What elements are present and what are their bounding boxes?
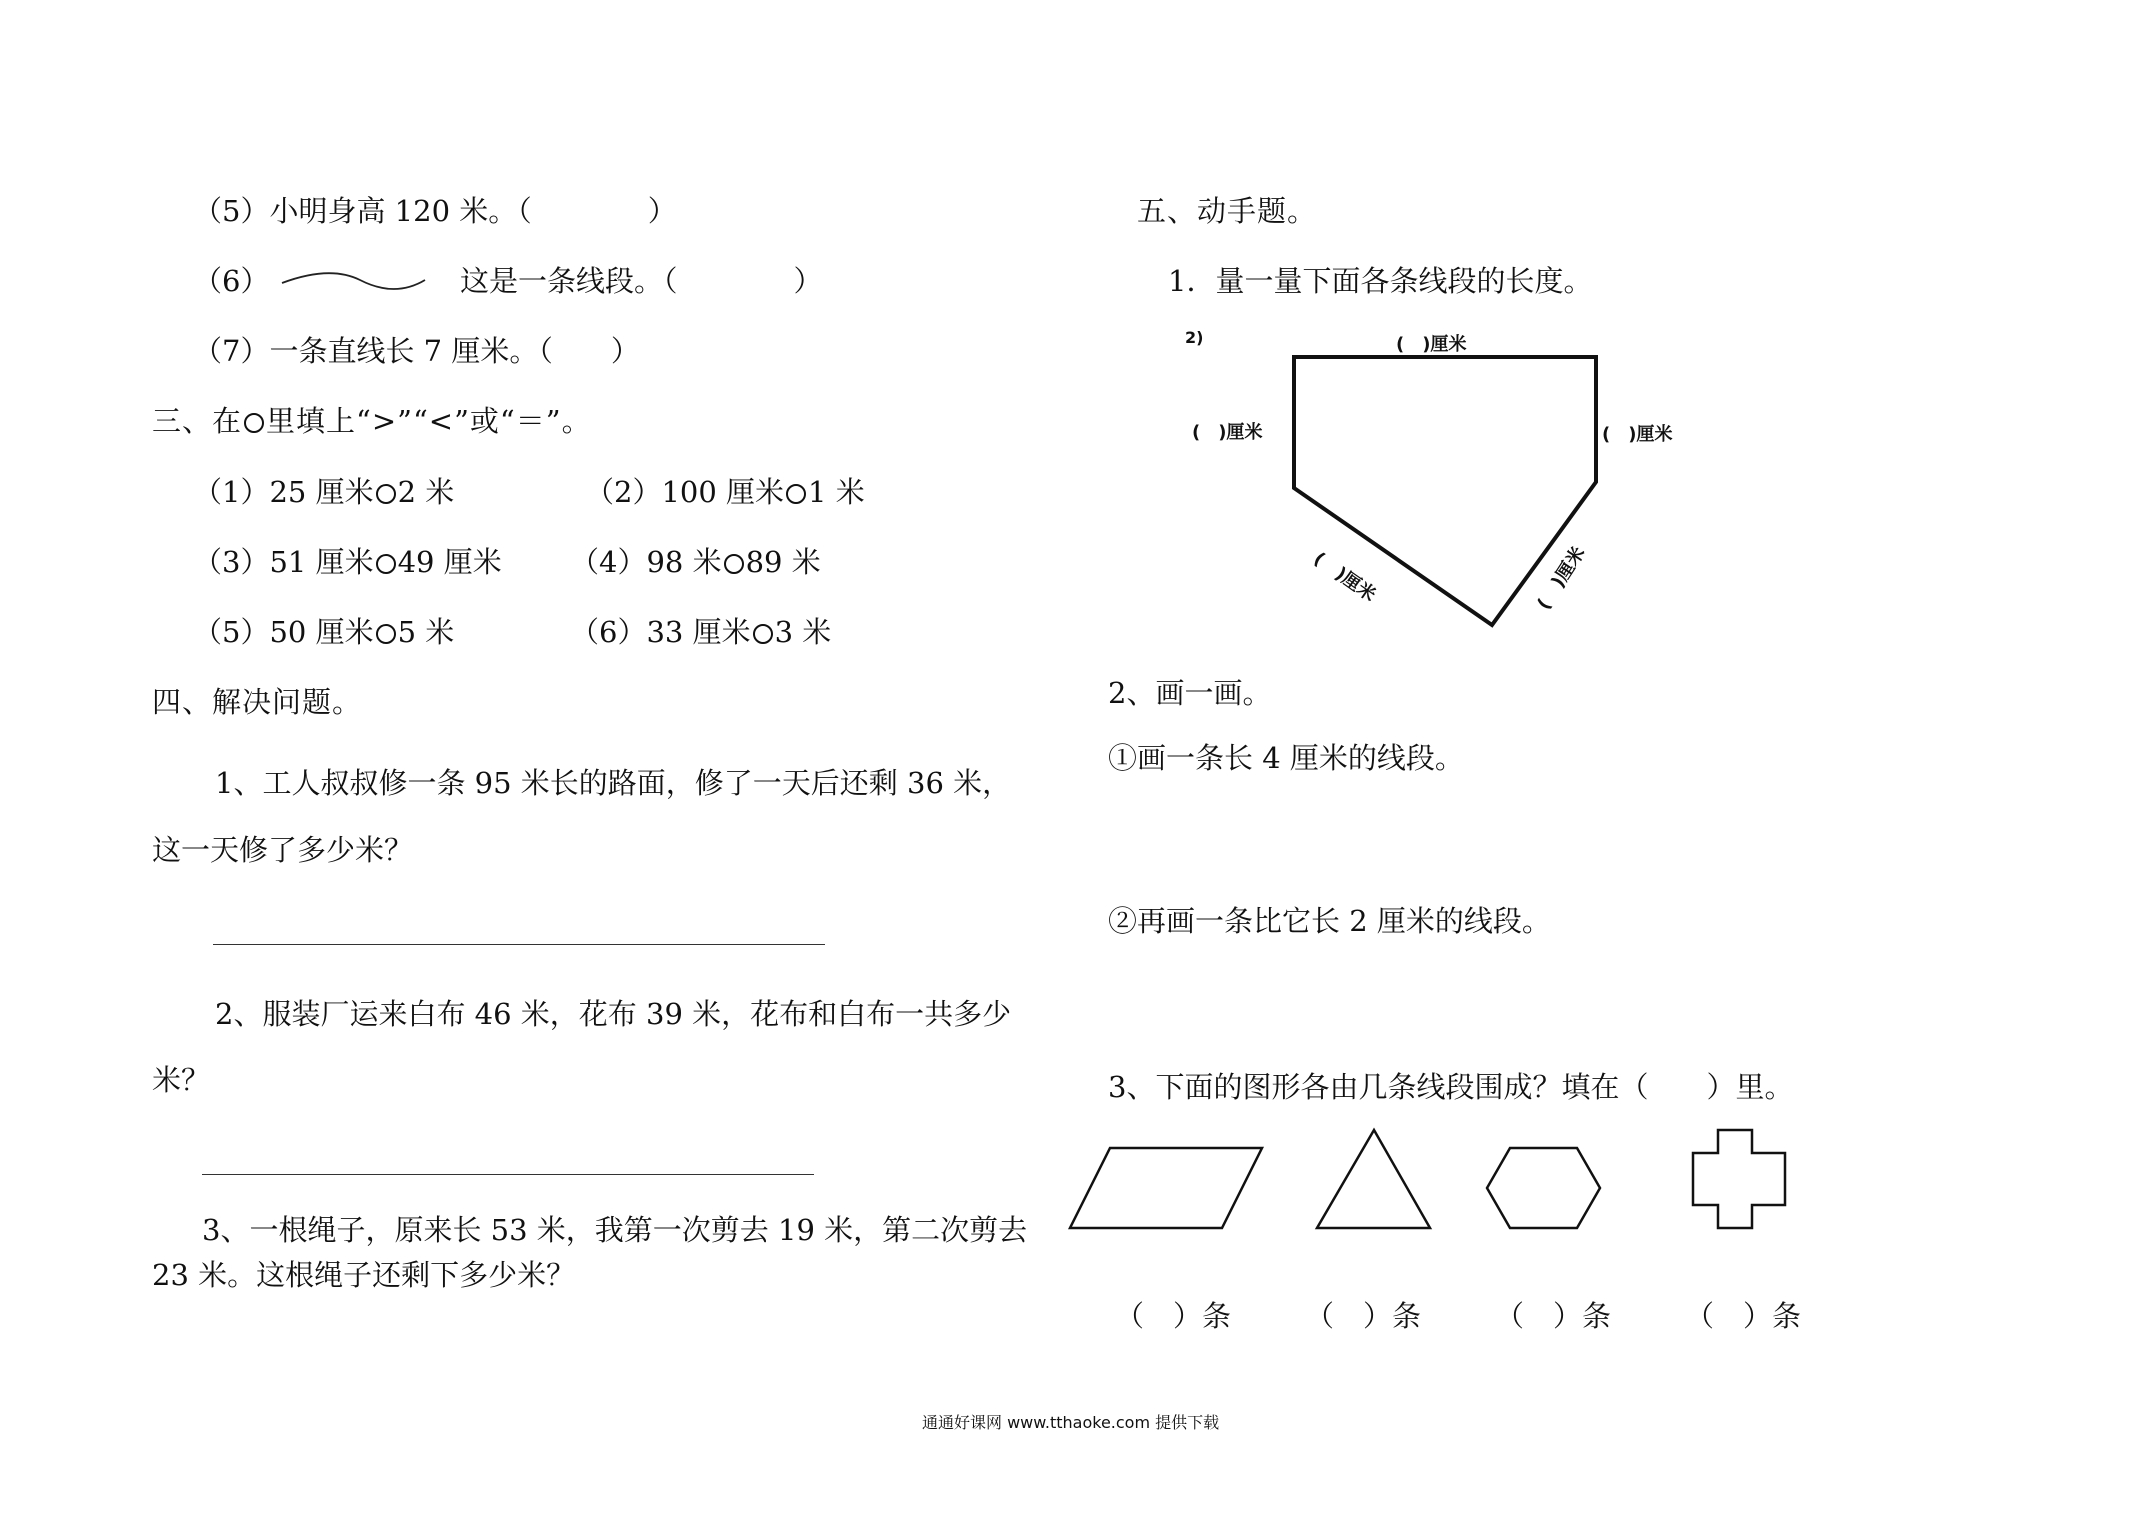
problem-3-line-1: 3、一根绳子，原来长 53 米，我第一次剪去 19 米，第二次剪去 [202, 1213, 1028, 1247]
compare-circle-1[interactable] [376, 484, 396, 504]
compare-circle-4[interactable] [724, 554, 744, 574]
judge-item-7: （7）一条直线长 7 厘米。（ ） [193, 334, 640, 368]
task-2-b: ②再画一条比它长 2 厘米的线段。 [1108, 904, 1551, 938]
compare-4-right: 89 米 [745, 545, 821, 579]
compare-2-left: （2）100 厘米 [585, 475, 785, 509]
compare-circle-2[interactable] [786, 484, 806, 504]
label-bottom-right-side: ( )厘米 [1533, 543, 1590, 614]
compare-2-right: 1 米 [808, 475, 865, 509]
compare-4-left: （4）98 米 [570, 545, 722, 579]
compare-5-right: 5 米 [397, 615, 455, 649]
parallelogram-shape [1070, 1148, 1262, 1228]
label-right-side: ( )厘米 [1602, 424, 1673, 445]
section-5-title: 五、动手题。 [1137, 194, 1318, 228]
compare-item-3 [193, 544, 502, 580]
section-3-title-b: 里填上“>”“<”或“＝”。 [266, 404, 592, 438]
compare-circle-5[interactable] [376, 624, 396, 644]
section-3-title-a: 三、在 [152, 404, 243, 438]
figure-number: 2) [1185, 328, 1204, 347]
compare-6-left: （6）33 厘米 [570, 615, 751, 649]
compare-6-right: 3 米 [774, 615, 832, 649]
problem-2-line-1: 2、服装厂运来白布 46 米，花布 39 米，花布和白布一共多少 [215, 997, 1012, 1031]
judge-item-5: （5）小明身高 120 米。（ ） [193, 194, 677, 228]
task-2-title: 2、画一画。 [1108, 676, 1272, 710]
task-2-a: ①画一条长 4 厘米的线段。 [1108, 741, 1464, 775]
compare-3-right: 49 厘米 [397, 545, 502, 579]
compare-item-6 [570, 614, 831, 650]
problem-1-line-2: 这一天修了多少米？ [152, 833, 414, 867]
task-1-title: 1．量一量下面各条线段的长度。 [1168, 264, 1593, 298]
compare-3-left: （3）51 厘米 [193, 545, 374, 579]
triangle-shape [1317, 1130, 1430, 1228]
task-3-title: 3、下面的图形各由几条线段围成？填在（ ）里。 [1108, 1070, 1794, 1104]
judge-item-6-text: 这是一条线段。（ ） [460, 264, 823, 298]
compare-item-4 [570, 544, 821, 580]
compare-circle-6[interactable] [753, 624, 773, 644]
compare-circle-3[interactable] [376, 554, 396, 574]
label-top-side: ( )厘米 [1396, 334, 1467, 355]
hexagon-shape [1487, 1148, 1600, 1228]
problem-2-line-2: 米？ [152, 1063, 211, 1097]
answer-count-1[interactable]: （ ）条 [1115, 1299, 1232, 1333]
answer-line-2[interactable] [202, 1174, 814, 1175]
label-left-side: ( )厘米 [1192, 422, 1263, 443]
judge-item-6-prefix: （6） [193, 264, 270, 298]
problem-1-line-1: 1、工人叔叔修一条 95 米长的路面，修了一天后还剩 36 米， [215, 766, 1012, 800]
answer-line-1[interactable] [213, 944, 825, 945]
compare-item-1 [193, 474, 454, 510]
section-3-title [152, 403, 592, 439]
compare-item-2 [585, 474, 865, 510]
label-bottom-left-side: ( )厘米 [1309, 548, 1380, 606]
cross-shape [1693, 1130, 1785, 1228]
compare-item-5 [193, 614, 454, 650]
compare-5-left: （5）50 厘米 [193, 615, 374, 649]
footer-source: 通通好课网 www.tthaoke.com 提供下载 [922, 1413, 1220, 1432]
answer-count-3[interactable]: （ ）条 [1495, 1299, 1612, 1333]
circle-blank-icon [244, 413, 264, 433]
problem-3-line-2: 23 米。这根绳子还剩下多少米？ [152, 1258, 576, 1292]
answer-count-2[interactable]: （ ）条 [1305, 1299, 1422, 1333]
compare-1-right: 2 米 [397, 475, 455, 509]
compare-1-left: （1）25 厘米 [193, 475, 374, 509]
answer-count-4[interactable]: （ ）条 [1685, 1299, 1802, 1333]
section-4-title: 四、解决问题。 [152, 685, 363, 719]
